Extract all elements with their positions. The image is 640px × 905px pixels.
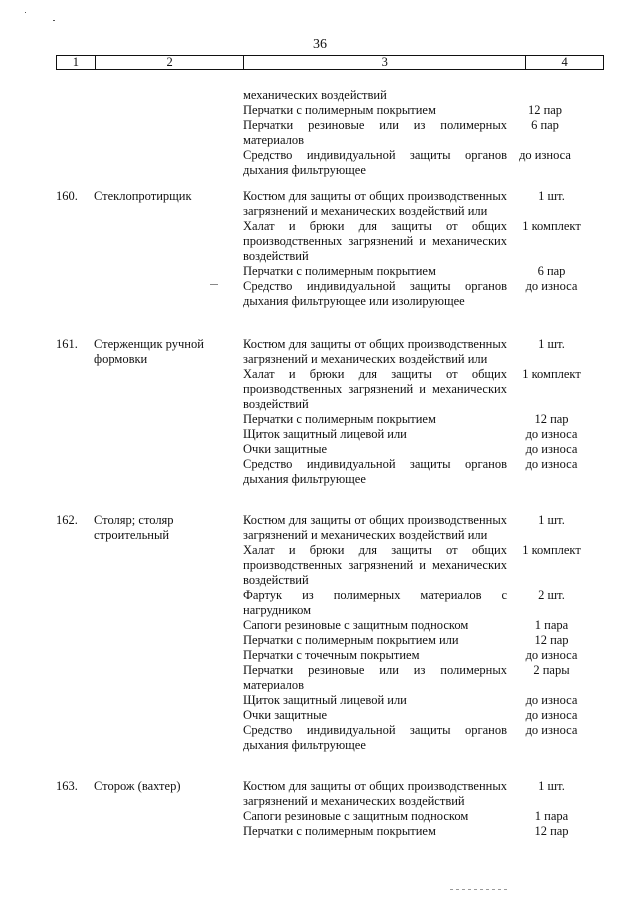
item-row xyxy=(243,189,596,219)
item-row xyxy=(243,279,596,309)
item-quantity: 12 пар xyxy=(534,412,569,426)
item-quantity: 12 пар xyxy=(534,633,569,647)
item-quantity: 1 комплект xyxy=(522,367,581,381)
item-row xyxy=(243,427,596,442)
scan-speck xyxy=(210,284,218,285)
item-row xyxy=(243,219,596,264)
item-quantity: до износа xyxy=(525,427,578,441)
item-name: Костюм для защиты от общих производственных загрязнений и механических воздействий или xyxy=(243,337,507,366)
item-row xyxy=(243,412,596,427)
item-list xyxy=(243,88,583,178)
item-row xyxy=(243,779,596,809)
column-header-4: 4 xyxy=(561,55,568,69)
item-quantity: до износа xyxy=(525,457,578,471)
item-name: Перчатки с точечным покрытием xyxy=(243,648,420,662)
item-quantity: до износа xyxy=(525,723,578,737)
item-name: Средство индивидуальной защиты органов дыхания фильтрующее xyxy=(243,457,507,486)
column-header-2: 2 xyxy=(96,56,244,69)
item-row xyxy=(243,148,583,178)
item-name: Сапоги резиновые с защитным подноском xyxy=(243,809,469,823)
item-row xyxy=(243,648,596,663)
item-name: Перчатки с полимерным покрытием xyxy=(243,824,436,838)
item-row xyxy=(243,809,596,824)
item-row xyxy=(243,708,596,723)
item-name: Халат и брюки для защиты от общих производственных загрязнений и механических воздействий xyxy=(243,543,507,587)
profession-name: Стеклопротирщик xyxy=(94,189,192,203)
item-name: Щиток защитный лицевой или xyxy=(243,693,407,707)
column-header-row xyxy=(56,55,604,70)
item-name: Средство индивидуальной защиты органов дыхания фильтрующее xyxy=(243,148,507,177)
item-quantity: 1 шт. xyxy=(538,337,565,351)
scan-speck xyxy=(53,20,55,21)
item-quantity: 12 пар xyxy=(527,103,563,117)
item-name: Средство индивидуальной защиты органов дыхания фильтрующее или изолирующее xyxy=(243,279,507,308)
item-row xyxy=(243,337,596,367)
item-quantity: 2 пары xyxy=(533,663,570,677)
item-quantity: до износа xyxy=(525,279,578,293)
item-name: Перчатки с полимерным покрытием xyxy=(243,264,436,278)
item-quantity: до износа xyxy=(525,708,578,722)
item-name: Фартук из полимерных материалов с нагрудником xyxy=(243,588,507,617)
item-row xyxy=(243,723,596,753)
item-quantity: до износа xyxy=(525,693,578,707)
item-list xyxy=(243,513,596,753)
item-quantity: 1 шт. xyxy=(538,189,565,203)
item-row xyxy=(243,88,583,103)
item-quantity: 6 пар xyxy=(537,264,566,278)
item-quantity: 6 пар xyxy=(531,118,559,132)
item-name: Перчатки с полимерным покрытием xyxy=(243,103,436,117)
continuation-block xyxy=(243,88,583,178)
item-quantity: до износа xyxy=(525,648,578,662)
item-name: Щиток защитный лицевой или xyxy=(243,427,407,441)
item-quantity: 1 комплект xyxy=(522,219,581,233)
entry-number: 160. xyxy=(56,189,78,203)
column-header-1: 1 xyxy=(57,56,96,69)
item-row xyxy=(243,103,583,118)
item-name: Перчатки резиновые или из полимерных материалов xyxy=(243,118,507,147)
page-number: 36 xyxy=(313,37,327,52)
profession-name: Стерженщик ручной формовки xyxy=(94,337,204,366)
item-row xyxy=(243,588,596,618)
item-quantity: 2 шт. xyxy=(538,588,565,602)
item-row xyxy=(243,118,583,148)
item-name: Перчатки резиновые или из полимерных материалов xyxy=(243,663,507,692)
item-quantity: 1 пара xyxy=(534,809,569,823)
item-list xyxy=(243,189,596,309)
item-row xyxy=(243,264,596,279)
item-name: Очки защитные xyxy=(243,442,328,456)
item-row xyxy=(243,543,596,588)
item-quantity: 12 пар xyxy=(534,824,569,838)
item-name: Средство индивидуальной защиты органов дыхания фильтрующее xyxy=(243,723,507,752)
item-list xyxy=(243,337,596,487)
item-name: Перчатки с полимерным покрытием xyxy=(243,412,436,426)
item-quantity: 1 пара xyxy=(534,618,569,632)
item-row xyxy=(243,367,596,412)
item-name: механических воздействий xyxy=(243,88,387,102)
scan-speck xyxy=(25,12,26,13)
item-quantity: 1 шт. xyxy=(538,513,565,527)
scan-artifact xyxy=(450,889,510,890)
item-name: Очки защитные xyxy=(243,708,328,722)
item-row xyxy=(243,663,596,693)
item-quantity: 1 шт. xyxy=(538,779,565,793)
item-list xyxy=(243,779,596,839)
item-row xyxy=(243,513,596,543)
entry-number: 163. xyxy=(56,779,78,793)
item-name: Костюм для защиты от общих производственных загрязнений и механических воздействий или xyxy=(243,513,507,542)
column-header-3: 3 xyxy=(244,56,526,69)
item-quantity: до износа xyxy=(519,148,571,162)
profession-name: Сторож (вахтер) xyxy=(94,779,181,793)
entry-number: 161. xyxy=(56,337,78,351)
item-row xyxy=(243,442,596,457)
item-quantity: 1 комплект xyxy=(522,543,581,557)
item-row xyxy=(243,693,596,708)
item-name: Сапоги резиновые с защитным подноском xyxy=(243,618,469,632)
item-row xyxy=(243,824,596,839)
item-name: Перчатки с полимерным покрытием или xyxy=(243,633,459,647)
item-name: Халат и брюки для защиты от общих производственных загрязнений и механических воздействий xyxy=(243,219,507,263)
item-quantity: до износа xyxy=(525,442,578,456)
item-name: Костюм для защиты от общих производственных загрязнений и механических воздействий или xyxy=(243,189,507,218)
item-name: Халат и брюки для защиты от общих производственных загрязнений и механических воздействий xyxy=(243,367,507,411)
entry-number: 162. xyxy=(56,513,78,527)
item-row xyxy=(243,633,596,648)
item-name: Костюм для защиты от общих производственных загрязнений и механических воздействий xyxy=(243,779,507,808)
profession-name: Столяр; столяр строительный xyxy=(94,513,174,542)
item-row xyxy=(243,618,596,633)
item-row xyxy=(243,457,596,487)
